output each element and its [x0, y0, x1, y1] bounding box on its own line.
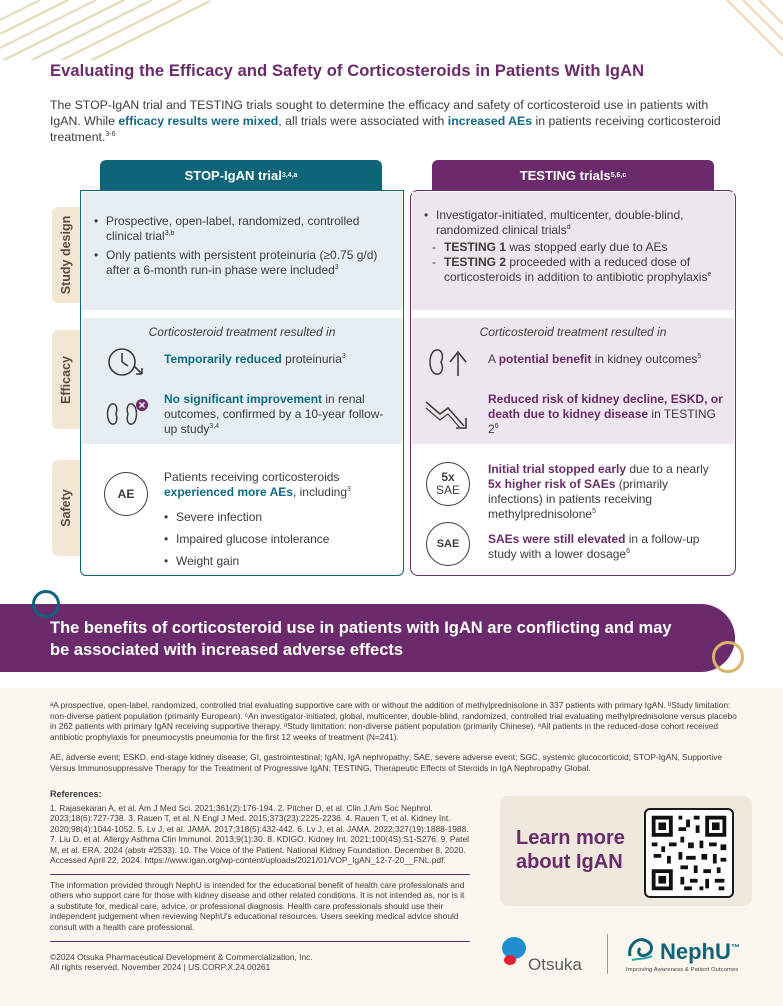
left-efficacy-item-2: No significant improvement in renal outcomes, confirmed by a 10-year follow-up study$^{3,4}$: [164, 392, 384, 436]
list-item: • Weight gain: [164, 550, 394, 572]
right-efficacy-item-2: Reduced risk of kidney decline, ESKD, or death due to kidney disease in TESTING $2^6$: [488, 392, 723, 436]
conclusion-text: The benefits of corticosteroid use in patients with IgAN are conflicting and may be associated with increased adverse effects: [50, 619, 672, 659]
left-efficacy-title: Corticosteroid treatment resulted in: [148, 325, 336, 339]
copyright: [50, 952, 470, 973]
clock-arrow-icon: [106, 344, 146, 380]
left-safety-text: Patients receiving corticosteroids experienced more AEs, including$^3$: [164, 470, 351, 499]
logo-divider: [607, 934, 608, 974]
decorative-stripes: [0, 0, 210, 60]
stop-igan-header-label: STOP-IgAN trial: [184, 168, 282, 183]
divider: [50, 874, 470, 875]
list-item: • Investigator-initiated, multicenter, double-blind, randomized clinical trials$^d$: [424, 208, 726, 238]
intro-highlight-efficacy: efficacy results were mixed: [118, 114, 279, 128]
nephu-logo-icon: [626, 936, 658, 964]
right-design-list: [424, 208, 726, 285]
intro-paragraph: [50, 97, 740, 145]
otsuka-wordmark: Otsuka: [528, 955, 582, 974]
intro-text-1: The STOP-IgAN trial and TESTING trials sought to determine the efficacy and safety of corticosteroid use in patients with IgAN. While: [50, 98, 709, 128]
row-label-study-design: Study design: [52, 207, 80, 303]
kidney-up-arrow-icon: [426, 344, 470, 380]
copyright-line-1: ©2024 Otsuka Pharmaceutical Development & Commercialization, Inc.: [50, 952, 313, 962]
left-efficacy-item-1: Temporarily reduced proteinuria$^3$: [164, 352, 346, 366]
nephu-wordmark: NephU™: [660, 939, 740, 964]
left-safety-list: [164, 506, 394, 572]
list-subitem: - TESTING 2 proceeded with a reduced dose of corticosteroids in addition to antibiotic prophylaxis$^e$: [424, 255, 726, 285]
disclaimer: The information provided through NephU is intended for the educational benefit of health care professionals and others who support care for those with kidney disease and other related conditions. It is not intended as, nor is it a substitute for, medical care, advice, or professional diagnosis. Health care professionals should use their independent judgement when reviewing NephU's educational resources. Users seeking medical advice should consult with a health care professional.: [50, 880, 465, 932]
right-safety-item-1: Initial trial stopped early due to a nearly 5x higher risk of SAEs (primarily infections) in patients receiving methylprednisolone$^5$: [488, 462, 709, 521]
intro-highlight-aes: increased AEs: [447, 114, 533, 128]
testing-header: TESTING trials 5,6,c: [432, 160, 714, 191]
intro-citation: 3-6: [105, 130, 116, 138]
learn-more-link[interactable]: Learn more about IgAN: [516, 827, 625, 873]
sae-up-badge-icon: SAE: [426, 522, 470, 566]
abbreviations: AE, adverse event; ESKD, end-stage kidney disease; GI, gastrointestinal; IgAN, IgA nephropathy; SAE, severe adverse event; SGC, systemic glucocorticoid; STOP-IgAN, Supportive Versus Immunosuppressive Therapy for the Treatment of Progressive IgAN; TESTING, Therapeutic Effects of Steroids in IgA Nephropathy Global.: [50, 752, 723, 773]
right-efficacy-item-1: A potential benefit in kidney outcomes$^5$: [488, 352, 702, 366]
ae-badge-icon: AE: [104, 472, 148, 516]
list-subitem: - TESTING 1 was stopped early due to AEs: [424, 240, 726, 255]
decline-arrow-icon: [424, 396, 472, 436]
stop-igan-header: STOP-IgAN trial 3,4,a: [100, 160, 382, 191]
references: 1. Rajasekaran A, et al. Am J Med Sci. 2021;361(2):176-194. 2. Pitcher D, et al. Clin J Am Soc Nephrol. 2023;18(6):727-738. 3. Rauen T, et al. N Engl J Med. 2015;373(23):2225-2236. 4. Rauen T, et al. Kidney Int. 2020;98(4):1044-1052. 5. Lv J, et al. JAMA. 2017;318(5):432-442. 6. Lv J, et al. JAMA. 2022;327(19):1888-1988. 7. Liu D, et al. Allergy Asthma Clin Immunol. 2013;9(1):30. 8. KDIGO. Kidney Int. 2021;100(4S):S1-S276. 9. Patel M, et al. ERA. 2024 (abstr #2533). 10. The Voice of the Patient. National Kidney Foundation. December 8, 2020. Accessed April 22, 2024. https://www.igan.org/wp-content/uploads/2021/01/VOP_IgAN_12-7-20__FNL.pdf.: [50, 803, 469, 866]
references-heading: References:: [50, 789, 102, 799]
decorative-ring: [32, 590, 60, 618]
intro-text-3: in patients receiving corticosteroid treatment.: [50, 114, 721, 144]
qr-code-icon[interactable]: [644, 808, 734, 898]
list-item: • Only patients with persistent proteinuria (≥0.75 g/d) after a 6-month run-in phase were included$^3$: [94, 248, 394, 278]
5x-sae-badge-icon: 5x SAE: [426, 462, 470, 506]
row-label-efficacy: Efficacy: [52, 330, 80, 429]
list-item: • Severe infection: [164, 506, 394, 528]
testing-header-label: TESTING trials: [519, 168, 611, 183]
divider: [50, 941, 470, 942]
list-item: • Prospective, open-label, randomized, controlled clinical trial$^{3,b}$: [94, 214, 394, 244]
page-title: Evaluating the Efficacy and Safety of Corticosteroids in Patients With IgAN: [50, 62, 645, 80]
kidneys-x-icon: [104, 396, 150, 432]
left-design-list: [94, 214, 394, 282]
list-item: • Impaired glucose intolerance: [164, 528, 394, 550]
copyright-line-2: All rights reserved. November 2024 | US.CORP.X.24.00261: [50, 962, 271, 973]
footnotes: ᵃA prospective, open-label, randomized, controlled trial evaluating supportive care with or without the addition of methylprednisolone in 337 patients with primary IgAN. ᵇStudy limitation: non-diverse patient population (primarily European). ᶜAn investigator-initiated, global, multicenter, double-blind, randomized, controlled trial evaluating methylprednisolone versus placebo in 262 patients with primary IgAN receiving supportive therapy. ᵈStudy limitation: non-diverse patient population (primarily Chinese). ᵉAll patients in the reduced-dose cohort received antibiotic prophylaxis for pneumocystis pneumonia for the first 12 weeks of treatment (N=241).: [50, 700, 737, 742]
row-label-safety: Safety: [52, 460, 80, 556]
right-efficacy-title: Corticosteroid treatment resulted in: [479, 325, 667, 339]
nephu-tagline: Improving Awareness & Patient Outcomes: [626, 967, 739, 973]
intro-text-2: , all trials were associated with: [278, 114, 448, 128]
right-safety-item-2: SAEs were still elevated in a follow-up study with a lower dosage$^6$: [488, 532, 700, 561]
decorative-ring: [712, 641, 744, 673]
decorative-stripes-right: [723, 0, 783, 60]
